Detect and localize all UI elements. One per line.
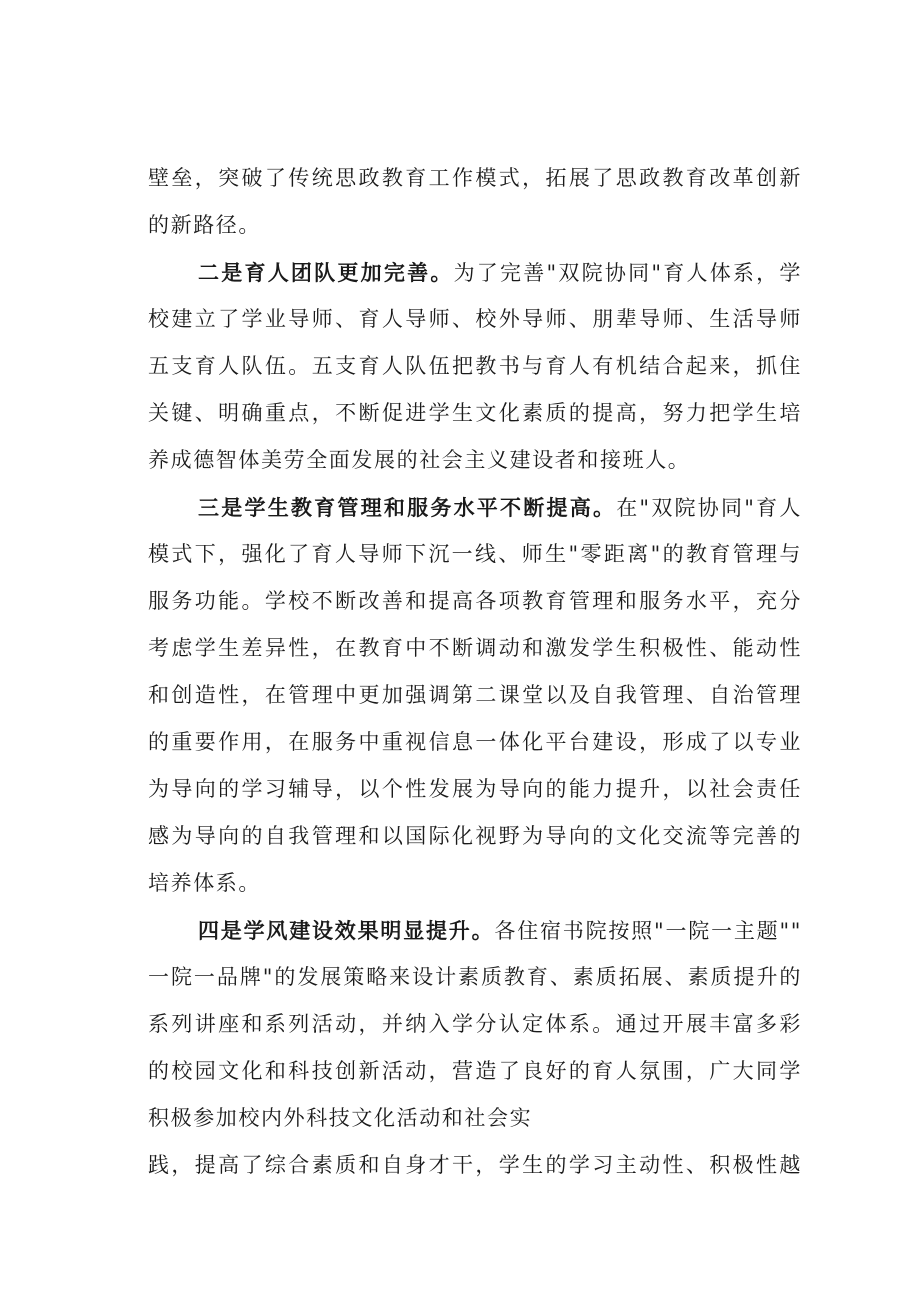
text-line (148, 484, 802, 531)
text-line: 一院一品牌"的发展策略来设计素质教育、素质拓展、素质提升的 (148, 965, 802, 989)
paragraph-study-style (148, 907, 802, 1189)
text-line: 校建立了学业导师、育人导师、校外导师、朋辈导师、生活导师 (148, 307, 802, 331)
paragraph-team (148, 249, 802, 484)
text-line: 为导向的学习辅导，以个性发展为导向的能力提升，以社会责任 (148, 777, 802, 801)
paragraph-lead: 四是学风建设效果明显提升。 (198, 918, 495, 943)
text-line: 模式下，强化了育人导师下沉一线、师生"零距离"的教育管理与 (148, 542, 802, 566)
paragraph-continuation (148, 155, 802, 249)
text-line: 系列讲座和系列活动，并纳入学分认定体系。通过开展丰富多彩 (148, 1012, 802, 1036)
text-line (148, 249, 802, 296)
text-line: 考虑学生差异性，在教育中不断调动和激发学生积极性、能动性 (148, 636, 802, 660)
text-line: 和创造性，在管理中更加强调第二课堂以及自我管理、自治管理 (148, 683, 802, 707)
text-span: 在"双院协同"育人 (616, 496, 802, 520)
text-line: 关键、明确重点，不断促进学生文化素质的提高，努力把学生培 (148, 401, 802, 425)
text-line: 培养体系。 (148, 871, 261, 895)
document-body (148, 155, 802, 1189)
text-line (148, 907, 802, 954)
text-line: 的重要作用，在服务中重视信息一体化平台建设，形成了以专业 (148, 730, 802, 754)
text-line: 养成德智体美劳全面发展的社会主义建设者和接班人。 (148, 448, 691, 472)
paragraph-management (148, 484, 802, 907)
text-span: 各住宿书院按照"一院一主题"" (494, 919, 802, 943)
text-line: 感为导向的自我管理和以国际化视野为导向的文化交流等完善的 (148, 824, 802, 848)
paragraph-lead: 二是育人团队更加完善。 (198, 260, 454, 285)
text-line: 壁垒，突破了传统思政教育工作模式，拓展了思政教育改革创新 (148, 166, 802, 190)
text-line: 的新路径。 (148, 213, 261, 237)
text-line: 积极参加校内外科技文化活动和社会实 (148, 1106, 533, 1130)
text-span: 为了完善"双院协同"育人体系，学 (453, 261, 802, 285)
text-line: 五支育人队伍。五支育人队伍把教书与育人有机结合起来，抓住 (148, 354, 802, 378)
text-line: 的校园文化和科技创新活动，营造了良好的育人氛围，广大同学 (148, 1059, 802, 1083)
text-line: 践，提高了综合素质和自身才干，学生的学习主动性、积极性越 (148, 1153, 802, 1177)
paragraph-lead: 三是学生教育管理和服务水平不断提高。 (198, 495, 617, 520)
text-line: 服务功能。学校不断改善和提高各项教育管理和服务水平，充分 (148, 589, 802, 613)
